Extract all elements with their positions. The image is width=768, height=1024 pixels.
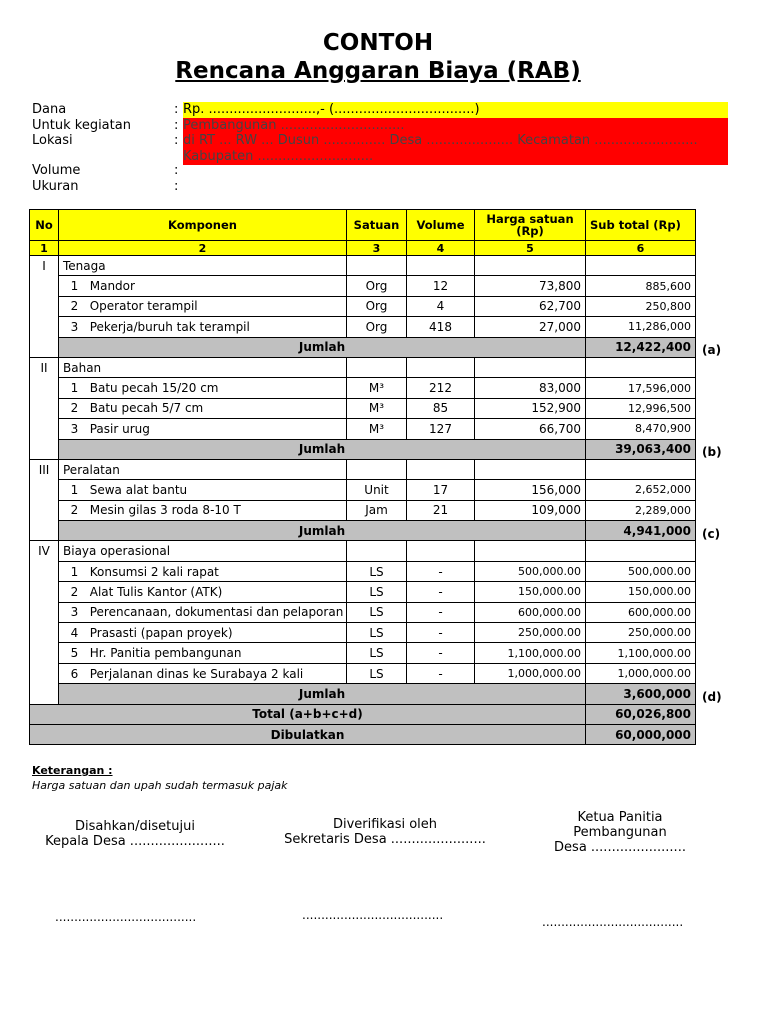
table-row: 2 Mesin gilas 3 roda 8-10 T Jam 21 109,000 2,289,000 (30, 500, 696, 520)
item-name: 6 Perjalanan dinas ke Surabaya 2 kali (59, 663, 347, 683)
signature-title: Ketua Panitia (577, 810, 663, 825)
notes-label: Keterangan : (32, 764, 113, 777)
subtotal-label: Jumlah (59, 684, 586, 704)
signature-title: Disahkan/disetujui (75, 819, 195, 834)
info-label-dana: Dana (32, 102, 67, 117)
item-name: 1 Batu pecah 15/20 cm (59, 378, 347, 398)
table-row: 4 Prasasti (papan proyek) LS - 250,000.00 250,000.00 (30, 623, 696, 643)
table-row: 2 Operator terampil Org 4 62,700 250,800 (30, 296, 696, 316)
info-value-dana: Rp. ..........................,- (..................................) (183, 102, 728, 118)
signature-role: Kepala Desa ....................... (45, 834, 225, 849)
rounded-value: 60,000,000 (586, 724, 696, 744)
table-row: 1 Mandor Org 12 73,800 885,600 (30, 276, 696, 296)
info-value-kegiatan: Pembangunan .............................. (183, 118, 728, 134)
section-row (30, 357, 696, 377)
signature-role: Sekretaris Desa ....................... (284, 832, 486, 847)
header-no: No (30, 210, 59, 241)
info-label-lokasi: Lokasi (32, 133, 73, 148)
header-harga-satuan: Harga satuan (Rp) (475, 210, 586, 241)
item-name: 1 Mandor (59, 276, 347, 296)
subtotal-tag-b: (b) (702, 445, 722, 459)
section-number: IV (30, 541, 59, 561)
signature-role: Desa ....................... (554, 840, 686, 855)
subtotal-label: Jumlah (59, 439, 586, 459)
document-subtitle: Rencana Anggaran Biaya (RAB) (175, 58, 581, 84)
section-row (30, 459, 696, 479)
subtotal-row (30, 439, 696, 459)
rab-table (29, 209, 696, 745)
item-name: 2 Operator terampil (59, 296, 347, 316)
section-number: II (30, 357, 59, 377)
subtotal-value: 39,063,400 (586, 439, 696, 459)
colon: : (174, 179, 179, 194)
subtotal-label: Jumlah (59, 521, 586, 541)
subtotal-value: 4,941,000 (586, 521, 696, 541)
grand-total-label: Total (a+b+c+d) (30, 704, 586, 724)
header-number: 4 (407, 241, 475, 256)
header-number: 6 (586, 241, 696, 256)
item-name: 5 Hr. Panitia pembangunan (59, 643, 347, 663)
notes-text: Harga satuan dan upah sudah termasuk pajak (32, 779, 288, 792)
header-number: 2 (59, 241, 347, 256)
document-title: CONTOH (322, 30, 434, 56)
item-name: 2 Mesin gilas 3 roda 8-10 T (59, 500, 347, 520)
header-number: 5 (475, 241, 586, 256)
table-row: 6 Perjalanan dinas ke Surabaya 2 kali LS - 1,000,000.00 1,000,000.00 (30, 663, 696, 683)
subtotal-value: 3,600,000 (586, 684, 696, 704)
header-komponen: Komponen (59, 210, 347, 241)
colon: : (174, 118, 179, 133)
section-name: Biaya operasional (59, 541, 347, 561)
section-row (30, 541, 696, 561)
table-row: 5 Hr. Panitia pembangunan LS - 1,100,000.00 1,100,000.00 (30, 643, 696, 663)
table-row: 2 Alat Tulis Kantor (ATK) LS - 150,000.00 150,000.00 (30, 582, 696, 602)
info-value-lokasi: di RT ... RW ... Dusun ............... Desa ..................... Kecamatan ......................... (183, 133, 728, 149)
item-name: 3 Pasir urug (59, 419, 347, 439)
header-satuan: Satuan (347, 210, 407, 241)
table-row: 1 Konsumsi 2 kali rapat LS - 500,000.00 500,000.00 (30, 561, 696, 581)
table-row: 1 Batu pecah 15/20 cm M³ 212 83,000 17,596,000 (30, 378, 696, 398)
header-number: 3 (347, 241, 407, 256)
signature-block-sekretaris-desa (270, 817, 500, 847)
table-row: 3 Perencanaan, dokumentasi dan pelaporan LS - 600,000.00 600,000.00 (30, 602, 696, 622)
rounded-label: Dibulatkan (30, 724, 586, 744)
colon: : (174, 102, 179, 117)
item-name: 2 Alat Tulis Kantor (ATK) (59, 582, 347, 602)
subtotal-row (30, 337, 696, 357)
section-number: I (30, 256, 59, 276)
signature-line: ..................................... (55, 910, 197, 924)
header-number: 1 (30, 241, 59, 256)
colon: : (174, 133, 179, 148)
signature-subtitle: Pembangunan (573, 825, 667, 840)
header-sub-total: Sub total (Rp) (586, 210, 696, 241)
subtotal-value: 12,422,400 (586, 337, 696, 357)
info-label-volume: Volume (32, 163, 81, 178)
info-label-kegiatan: Untuk kegiatan (32, 118, 131, 133)
item-name: 2 Batu pecah 5/7 cm (59, 398, 347, 418)
section-name: Peralatan (59, 459, 347, 479)
signature-title: Diverifikasi oleh (332, 817, 438, 832)
colon: : (174, 163, 179, 178)
info-label-ukuran: Ukuran (32, 179, 79, 194)
subtotal-tag-a: (a) (702, 343, 722, 357)
grand-total-value: 60,026,800 (586, 704, 696, 724)
subtotal-row (30, 521, 696, 541)
subtotal-label: Jumlah (59, 337, 586, 357)
grand-total-row (30, 704, 696, 724)
subtotal-tag-d: (d) (702, 690, 722, 704)
subtotal-row (30, 684, 696, 704)
header-volume: Volume (407, 210, 475, 241)
item-name: 3 Pekerja/buruh tak terampil (59, 317, 347, 337)
signature-block-kepala-desa (30, 819, 240, 849)
item-name: 1 Sewa alat bantu (59, 480, 347, 500)
section-name: Tenaga (59, 256, 347, 276)
rounded-total-row (30, 724, 696, 744)
signature-line: ..................................... (542, 915, 684, 929)
info-value-kabupaten: Kabupaten ............................ (183, 149, 728, 165)
section-row (30, 256, 696, 276)
signature-line: ..................................... (302, 908, 444, 922)
item-name: 4 Prasasti (papan proyek) (59, 623, 347, 643)
item-name: 1 Konsumsi 2 kali rapat (59, 561, 347, 581)
table-row: 2 Batu pecah 5/7 cm M³ 85 152,900 12,996,500 (30, 398, 696, 418)
table-row: 3 Pekerja/buruh tak terampil Org 418 27,000 11,286,000 (30, 317, 696, 337)
item-name: 3 Perencanaan, dokumentasi dan pelaporan (59, 602, 347, 622)
table-row: 3 Pasir urug M³ 127 66,700 8,470,900 (30, 419, 696, 439)
section-name: Bahan (59, 357, 347, 377)
subtotal-tag-c: (c) (702, 527, 721, 541)
section-number: III (30, 459, 59, 479)
signature-block-ketua-panitia (530, 810, 710, 855)
table-row: 1 Sewa alat bantu Unit 17 156,000 2,652,000 (30, 480, 696, 500)
